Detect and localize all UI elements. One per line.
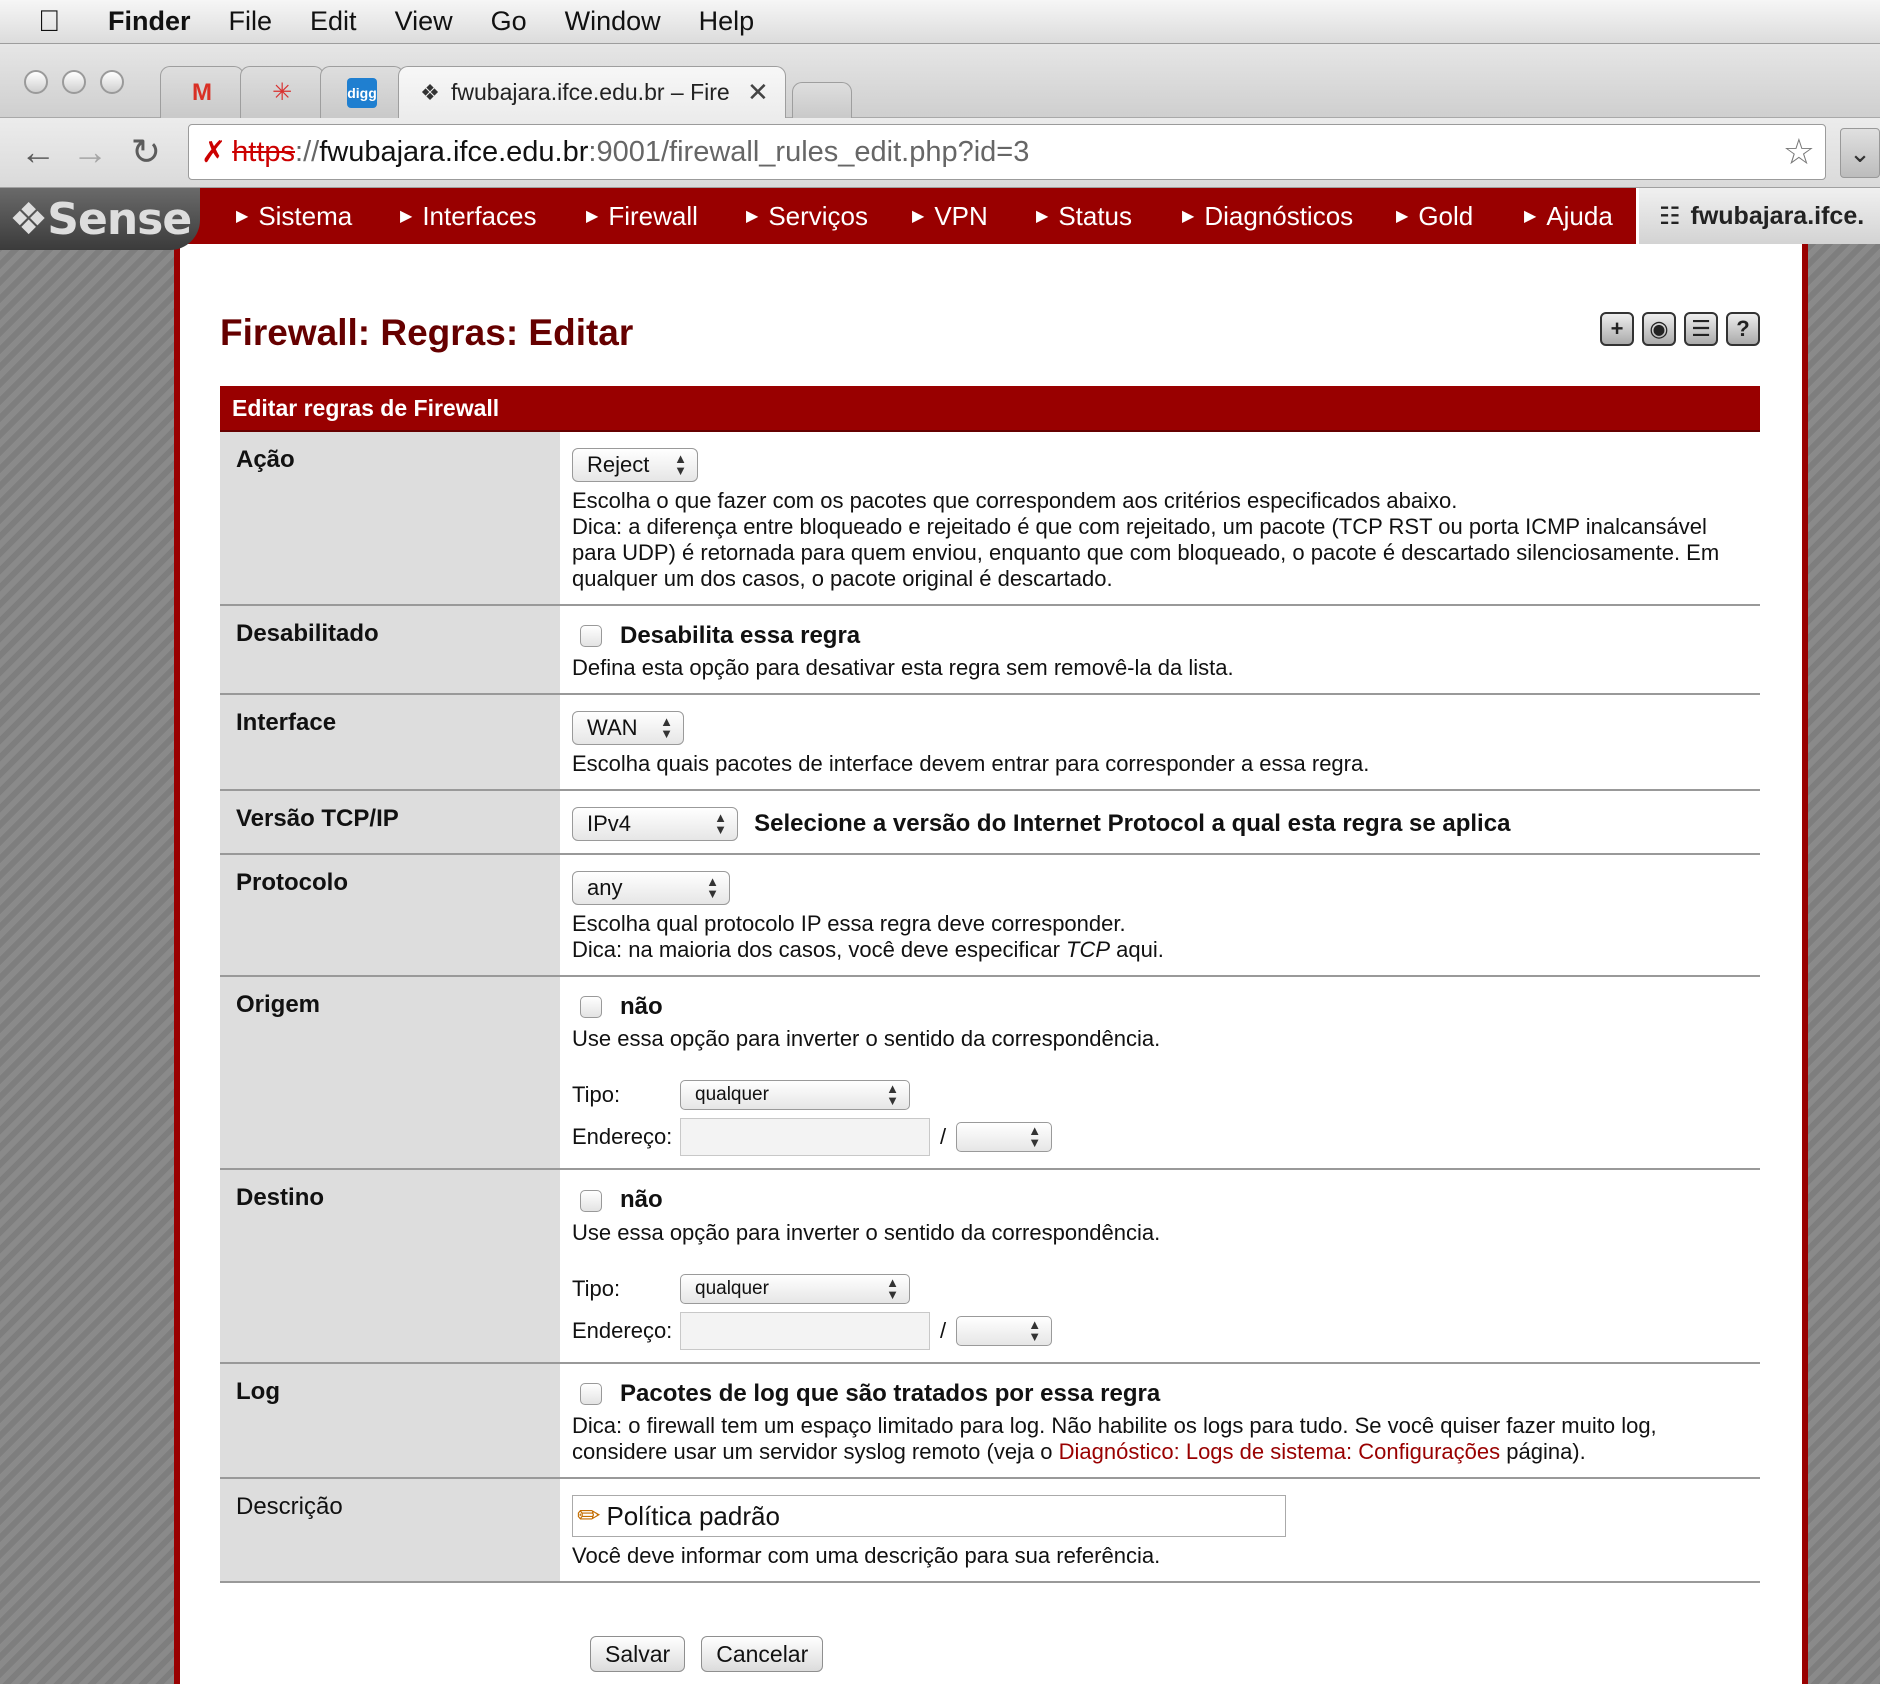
- pfsense-logo: ❖ Sense: [0, 188, 200, 250]
- nav-label: Gold: [1418, 200, 1474, 231]
- page-title: Firewall: Regras: Editar: [220, 312, 634, 353]
- apple-icon[interactable]: [38, 4, 74, 40]
- network-icon: ☷: [1659, 202, 1681, 230]
- nav-interfaces[interactable]: [400, 188, 536, 244]
- updown-arrow-icon: ▲ ▼: [660, 714, 673, 742]
- log-settings-link[interactable]: Diagnóstico: Logs de sistema: Configurações: [1058, 1438, 1501, 1464]
- source-type-value: qualquer: [695, 1084, 769, 1106]
- tab-gmail[interactable]: [160, 66, 244, 118]
- source-slash: /: [940, 1124, 947, 1150]
- ip-version-select[interactable]: [572, 807, 738, 841]
- help-icon[interactable]: ?: [1726, 312, 1760, 346]
- background-right: [1808, 244, 1880, 1684]
- disable-rule-label: Desabilita essa regra: [620, 622, 861, 650]
- label-acao: Ação: [220, 432, 560, 604]
- pfsense-icon: ❖: [420, 79, 440, 105]
- menu-go[interactable]: Go: [490, 6, 527, 36]
- destination-address-input[interactable]: [680, 1312, 930, 1350]
- row-desabilitado: [220, 606, 1760, 695]
- protocol-select[interactable]: [572, 871, 730, 905]
- pencil-icon: ✏: [577, 1499, 601, 1531]
- descricao-help: Você deve informar com uma descrição para sua referência.: [572, 1542, 1161, 1568]
- address-bar[interactable]: [188, 124, 1826, 180]
- destino-help: Use essa opção para inverter o sentido da correspondência.: [572, 1219, 1161, 1245]
- triangle-right-icon: ▶: [586, 208, 599, 225]
- desabilitado-help: Defina esta opção para desativar esta regra sem removê-la da lista.: [572, 655, 1234, 681]
- destination-invert-checkbox[interactable]: [580, 1190, 602, 1212]
- protocolo-help-2: [572, 937, 1748, 963]
- description-input[interactable]: [572, 1495, 1286, 1537]
- acao-help-1: Escolha o que fazer com os pacotes que correspondem aos critérios especificados abaixo.: [572, 488, 1458, 513]
- updown-arrow-icon: ▲ ▼: [886, 1081, 899, 1109]
- wrench-menu-icon[interactable]: ⌄: [1840, 128, 1880, 178]
- label-log: Log: [220, 1364, 560, 1477]
- nav-label: VPN: [934, 200, 988, 231]
- nav-label: Sistema: [258, 200, 353, 231]
- nav-label: Interfaces: [422, 200, 537, 231]
- source-invert-label: não: [620, 993, 663, 1021]
- label-protocolo: Protocolo: [220, 855, 560, 975]
- protocolo-help-2-em: TCP: [1066, 937, 1111, 963]
- menu-file[interactable]: File: [228, 6, 273, 36]
- updown-arrow-icon: ▲ ▼: [706, 874, 719, 902]
- menu-app-finder[interactable]: Finder: [108, 6, 191, 36]
- origem-help: Use essa opção para inverter o sentido da correspondência.: [572, 1026, 1161, 1052]
- source-mask-select[interactable]: [956, 1122, 1052, 1152]
- row-protocolo: [220, 855, 1760, 977]
- mac-menu-bar: [0, 0, 1880, 44]
- destination-type-select[interactable]: [680, 1274, 910, 1304]
- save-button[interactable]: Salvar: [590, 1636, 685, 1672]
- tab-title: fwubajara.ifce.edu.br – Fire: [451, 79, 730, 105]
- label-versao: Versão TCP/IP: [220, 791, 560, 853]
- disable-rule-checkbox[interactable]: [580, 625, 602, 647]
- reload-icon[interactable]: ↻: [130, 131, 162, 172]
- form-section-header: Editar regras de Firewall: [220, 386, 1760, 432]
- destination-invert-label: não: [620, 1186, 663, 1214]
- interface-help: Escolha quais pacotes de interface devem entrar para corresponder a essa regra.: [572, 751, 1370, 777]
- nav-diagnosticos[interactable]: [1182, 188, 1353, 244]
- label-origem: Origem: [220, 977, 560, 1168]
- browser-tab-strip: [0, 44, 1880, 118]
- nav-label: Diagnósticos: [1204, 200, 1354, 231]
- versao-help: Selecione a versão do Internet Protocol a qual esta regra se aplica: [754, 810, 1511, 838]
- interface-select[interactable]: [572, 711, 684, 745]
- gmail-icon: M: [192, 78, 212, 106]
- ip-version-select-value: IPv4: [587, 811, 632, 837]
- action-select-value: Reject: [587, 452, 650, 477]
- row-descricao: [220, 1479, 1760, 1583]
- interface-select-value: WAN: [587, 715, 638, 741]
- triangle-right-icon: ▶: [1396, 208, 1409, 225]
- insecure-lock-icon: ✗: [201, 135, 227, 169]
- browser-toolbar: [0, 118, 1880, 188]
- tab-active-pfsense[interactable]: [398, 66, 786, 118]
- description-value: Política padrão: [606, 1500, 780, 1531]
- bookmark-star-icon[interactable]: ☆: [1782, 131, 1815, 172]
- protocolo-help-2-pre: Dica: na maioria dos casos, você deve especificar: [572, 937, 1067, 963]
- acao-help-2: Dica: a diferença entre bloqueado e rejeitado é que com rejeitado, um pacote (TCP RST ou porta ICMP inalcansável para UDP) é retornada para quem enviou, enquanto que com bloqueado, o pacote é descartado silenciosamente. Em qualquer um dos casos, o pacote original é descartado.: [572, 514, 1720, 591]
- nav-label: Ajuda: [1546, 200, 1613, 231]
- destination-type-value: qualquer: [695, 1277, 769, 1299]
- window-minimize-button[interactable]: [62, 70, 86, 94]
- window-zoom-button[interactable]: [100, 70, 124, 94]
- log-help-post: página).: [1500, 1438, 1586, 1464]
- nav-status[interactable]: [1036, 188, 1132, 244]
- nav-ajuda[interactable]: [1524, 188, 1613, 244]
- row-destino: [220, 1170, 1760, 1363]
- asterisk-icon: ✳: [271, 79, 293, 106]
- updown-arrow-icon: ▲ ▼: [714, 810, 727, 838]
- forward-arrow-icon[interactable]: →: [72, 131, 108, 172]
- row-acao: [220, 432, 1760, 606]
- action-select[interactable]: [572, 448, 698, 482]
- logo-text: Sense: [47, 193, 192, 245]
- triangle-right-icon: ▶: [1036, 208, 1049, 225]
- url-path: :9001/firewall_rules_edit.php?id=3: [588, 135, 1030, 168]
- new-tab-button[interactable]: [792, 82, 852, 118]
- background-left: [0, 244, 174, 1684]
- log-checkbox-label: Pacotes de log que são tratados por essa regra: [620, 1379, 1161, 1407]
- label-descricao: Descrição: [220, 1479, 560, 1581]
- tab-close-icon[interactable]: ✕: [747, 77, 769, 107]
- url-scheme: https: [232, 135, 296, 168]
- triangle-right-icon: ▶: [746, 208, 759, 225]
- menu-edit[interactable]: Edit: [310, 6, 357, 36]
- url-host: fwubajara.ifce.edu.br: [319, 135, 589, 168]
- updown-arrow-icon: ▲ ▼: [1028, 1123, 1042, 1151]
- nav-label: Firewall: [608, 200, 698, 231]
- destination-slash: /: [940, 1317, 947, 1343]
- menu-window[interactable]: Window: [564, 6, 661, 36]
- nav-sistema[interactable]: [236, 188, 352, 244]
- protocol-select-value: any: [587, 875, 623, 901]
- updown-arrow-icon: ▲ ▼: [1028, 1316, 1042, 1344]
- row-log: [220, 1364, 1760, 1479]
- destination-address-label: Endereço:: [572, 1317, 673, 1343]
- settings-icon[interactable]: ◉: [1642, 312, 1676, 346]
- log-help: [572, 1413, 1748, 1465]
- window-close-button[interactable]: [24, 70, 48, 94]
- nav-gold[interactable]: [1396, 188, 1473, 244]
- protocolo-help-2-post: aqui.: [1110, 937, 1164, 963]
- nav-servicos[interactable]: [746, 188, 868, 244]
- add-icon[interactable]: +: [1600, 312, 1634, 346]
- source-address-input[interactable]: [680, 1118, 930, 1156]
- updown-arrow-icon: ▲ ▼: [886, 1274, 899, 1302]
- menu-view[interactable]: View: [394, 6, 453, 36]
- source-type-label: Tipo:: [572, 1082, 621, 1108]
- page-tool-icons: [1600, 312, 1760, 346]
- log-checkbox[interactable]: [580, 1383, 602, 1405]
- source-invert-checkbox[interactable]: [580, 996, 602, 1018]
- label-destino: Destino: [220, 1170, 560, 1361]
- destination-type-label: Tipo:: [572, 1275, 621, 1301]
- form-buttons: [590, 1636, 823, 1672]
- triangle-right-icon: ▶: [912, 208, 925, 225]
- row-interface: [220, 695, 1760, 791]
- menu-help[interactable]: Help: [698, 6, 755, 36]
- hostname-box: [1636, 188, 1880, 244]
- list-icon[interactable]: ☰: [1684, 312, 1718, 346]
- triangle-right-icon: ▶: [1524, 208, 1537, 225]
- label-desabilitado: Desabilitado: [220, 606, 560, 693]
- digg-icon: digg: [347, 78, 377, 108]
- url-sep: ://: [295, 135, 320, 168]
- nav-vpn[interactable]: [912, 188, 988, 244]
- tab-asterisk[interactable]: [240, 66, 324, 118]
- rule-edit-form: [220, 386, 1760, 1583]
- nav-label: Status: [1058, 200, 1133, 231]
- triangle-right-icon: ▶: [236, 208, 249, 225]
- source-type-select[interactable]: [680, 1080, 910, 1110]
- row-origem: [220, 977, 1760, 1170]
- nav-firewall[interactable]: [586, 188, 698, 244]
- nav-label: Serviços: [768, 200, 869, 231]
- label-interface: Interface: [220, 695, 560, 789]
- destination-mask-select[interactable]: [956, 1316, 1052, 1346]
- triangle-right-icon: ▶: [1182, 208, 1195, 225]
- triangle-right-icon: ▶: [400, 208, 413, 225]
- back-arrow-icon[interactable]: ←: [20, 131, 56, 172]
- log-help-pre: Dica: o firewall tem um espaço limitado para log. Não habilite os logs para tudo. Se você quiser fazer muito log, considere usar um servidor syslog remoto (veja o: [572, 1412, 1657, 1464]
- hostname: fwubajara.ifce.: [1690, 201, 1865, 230]
- cancel-button[interactable]: Cancelar: [701, 1636, 823, 1672]
- source-address-label: Endereço:: [572, 1124, 673, 1150]
- row-versao: [220, 791, 1760, 855]
- tab-digg[interactable]: [320, 66, 404, 118]
- protocolo-help-1: Escolha qual protocolo IP essa regra deve corresponder.: [572, 911, 1126, 937]
- updown-arrow-icon: ▲ ▼: [674, 451, 687, 478]
